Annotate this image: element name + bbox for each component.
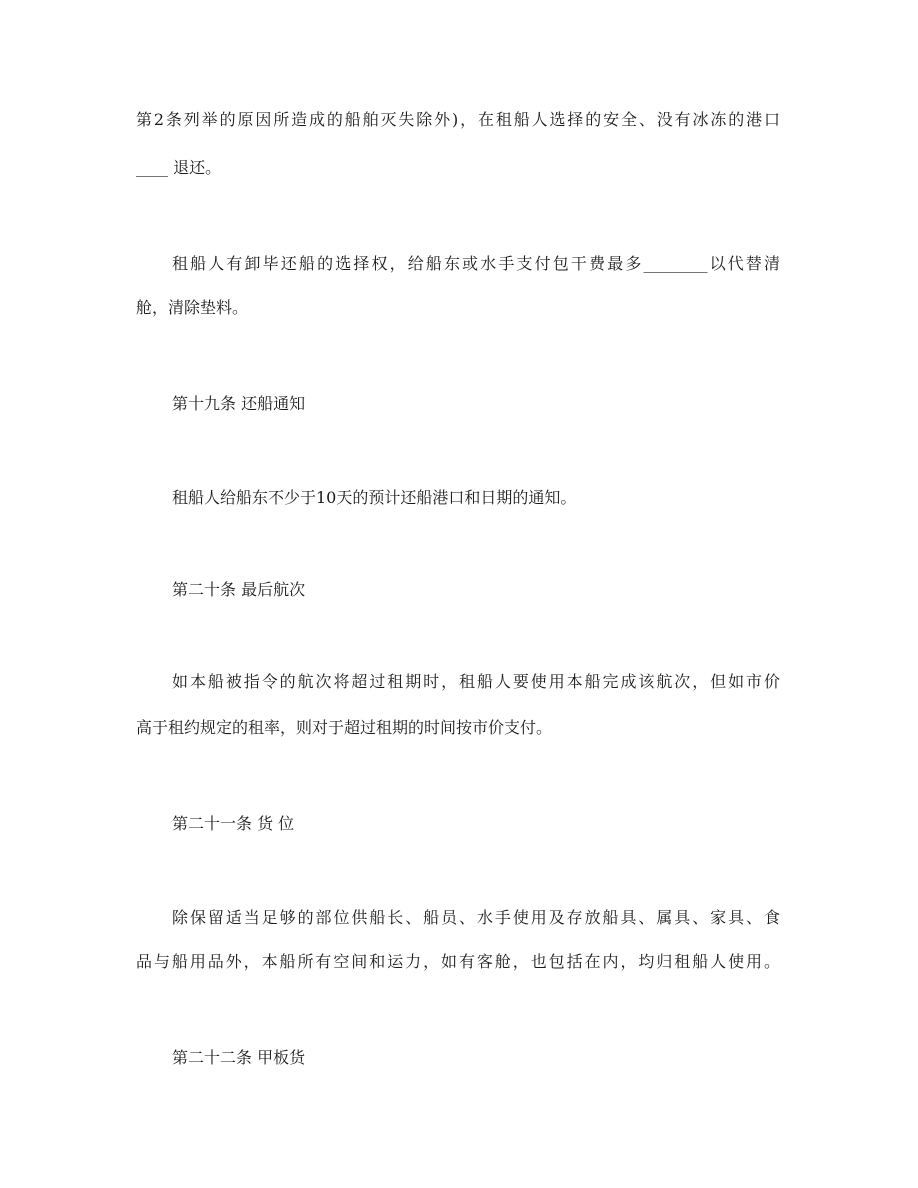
- paragraph-line: 租船人有卸毕还船的选择权，给船东或水手支付包干费最多________以代替清: [172, 254, 780, 273]
- paragraph-line: 高于租约规定的租率，则对于超过租期的时间按市价支付。: [136, 718, 553, 737]
- paragraph-line: 租船人给船东不少于10天的预计还船港口和日期的通知。: [172, 488, 577, 507]
- article-heading: 第二十一条 货 位: [172, 814, 295, 833]
- paragraph-line: 舱，清除垫料。: [136, 298, 249, 317]
- paragraph-line: 品与船用品外，本船所有空间和运力，如有客舱，也包括在内，均归租船人使用。: [136, 952, 780, 971]
- article-heading: 第二十二条 甲板货: [172, 1048, 306, 1067]
- article-heading: 第二十条 最后航次: [172, 580, 306, 599]
- paragraph-line: 除保留适当足够的部位供船长、船员、水手使用及存放船具、属具、家具、食: [172, 908, 780, 927]
- article-heading: 第十九条 还船通知: [172, 394, 306, 413]
- paragraph-line: 第2条列举的原因所造成的船舶灭失除外)，在租船人选择的安全、没有冰冻的港口: [136, 110, 780, 129]
- paragraph-line: ____ 退还。: [136, 158, 222, 177]
- paragraph-line: 如本船被指令的航次将超过租期时，租船人要使用本船完成该航次，但如市价: [172, 672, 780, 691]
